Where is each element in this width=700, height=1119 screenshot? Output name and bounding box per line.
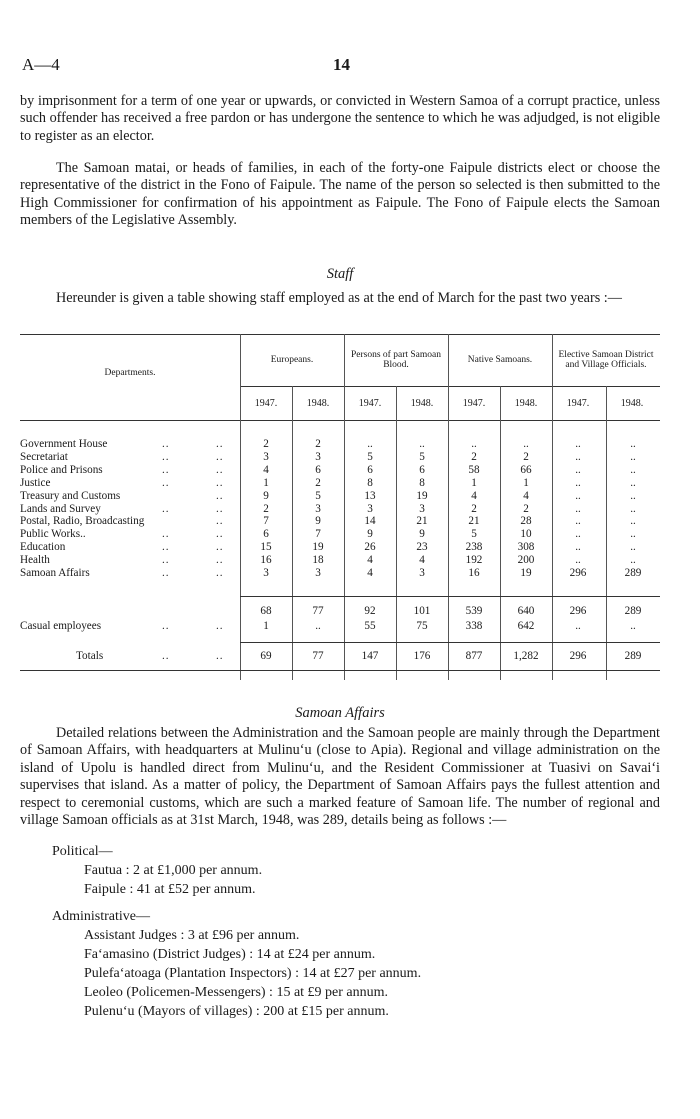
table-cell: 7 <box>263 515 269 527</box>
year-header: 1947. <box>254 398 278 409</box>
table-cell: 4 <box>471 490 477 502</box>
table-cell: .. <box>419 438 425 450</box>
table-cell: 2 <box>523 503 529 515</box>
row-label: Samoan Affairs <box>20 567 90 579</box>
table-cell: 6 <box>263 528 269 540</box>
table-cell: 16 <box>468 567 480 579</box>
table-cell: 238 <box>465 541 483 553</box>
list-item: Assistant Judges : 3 at £96 per annum. <box>84 928 300 943</box>
table-cell: 147 <box>361 650 379 662</box>
table-cell: 7 <box>315 528 321 540</box>
page-header <box>20 55 660 75</box>
table-cell: 77 <box>312 650 324 662</box>
table-cell: 23 <box>416 541 428 553</box>
table-cell: 4 <box>419 554 425 566</box>
table-cell: 1,282 <box>513 650 539 662</box>
year-header: 1948. <box>410 398 434 409</box>
table-cell: 877 <box>465 650 483 662</box>
list-item: Leoleo (Policemen-Messengers) : 15 at £9 per annum. <box>84 985 389 1000</box>
list-item: Fa‘amasino (District Judges) : 14 at £24 per annum. <box>84 947 376 962</box>
leader-dots: .. <box>216 503 224 515</box>
table-cell: 4 <box>367 554 373 566</box>
table-cell: 192 <box>465 554 483 566</box>
leader-dots: .. <box>162 464 170 476</box>
leader-dots: .. <box>162 528 170 540</box>
row-label: Police and Prisons <box>20 464 103 476</box>
table-cell: 8 <box>367 477 373 489</box>
row-label: Public Works.. <box>20 528 86 540</box>
table-cell: 289 <box>624 567 642 579</box>
table-cell: 92 <box>364 605 376 617</box>
table-cell: 3 <box>419 503 425 515</box>
year-header: 1948. <box>306 398 330 409</box>
table-cell: 26 <box>364 541 376 553</box>
table-cell: 14 <box>364 515 376 527</box>
list-item: Faipule : 41 at £52 per annum. <box>84 882 256 897</box>
row-label: Health <box>20 554 50 566</box>
table-row <box>20 477 660 490</box>
leader-dots: .. <box>216 554 224 566</box>
leader-dots: .. <box>162 477 170 489</box>
table-cell: .. <box>630 490 636 502</box>
table-cell: 13 <box>364 490 376 502</box>
casual-employees-row <box>20 620 660 633</box>
staff-table <box>20 334 660 680</box>
table-cell: 2 <box>315 438 321 450</box>
table-cell: .. <box>575 541 581 553</box>
table-cell: 338 <box>465 620 483 632</box>
table-cell: .. <box>630 528 636 540</box>
table-row <box>20 541 660 554</box>
table-cell: 16 <box>260 554 272 566</box>
table-cell: 75 <box>416 620 428 632</box>
staff-intro: Hereunder is given a table showing staff employed as at the end of March for the past two years :— <box>56 290 622 306</box>
table-cell: 4 <box>263 464 269 476</box>
table-cell: .. <box>575 503 581 515</box>
table-cell: 3 <box>263 567 269 579</box>
table-row <box>20 464 660 477</box>
table-cell: 10 <box>520 528 532 540</box>
paragraph-samoan-affairs: Detailed relations between the Administration and the Samoan people are mainly through the Department of Samoan Affairs, with headquarters at Mulinu‘u (close to Apia). Regional and village administration on the island of Upolu is handled direct from Mulinu‘u, and the Resident Commissioner at Tuasivi on Savai‘i supervises that island. As a matter of policy, the Department of Samoan Affairs pays the fullest attention and respect to ceremonial customs, which are such a marked feature of Samoan life. The number of regional and village Samoan officials as at 31st March, 1948, was 289, details being as follows :— <box>20 725 660 829</box>
table-cell: 5 <box>367 451 373 463</box>
table-cell: 1 <box>471 477 477 489</box>
leader-dots: .. <box>162 541 170 553</box>
leader-dots: .. <box>162 620 170 632</box>
totals-row <box>20 650 660 663</box>
table-cell: .. <box>630 438 636 450</box>
row-label: Justice <box>20 477 51 489</box>
year-header: 1947. <box>462 398 486 409</box>
table-cell: 28 <box>520 515 532 527</box>
table-cell: 15 <box>260 541 272 553</box>
table-cell: 2 <box>471 503 477 515</box>
table-cell: 308 <box>517 541 535 553</box>
subtotal-row <box>20 605 660 618</box>
leader-dots: .. <box>216 490 224 502</box>
table-cell: 6 <box>419 464 425 476</box>
year-header: 1948. <box>514 398 538 409</box>
row-label: Treasury and Customs <box>20 490 121 502</box>
row-label: Lands and Survey <box>20 503 101 515</box>
leader-dots: .. <box>162 567 170 579</box>
table-cell: 9 <box>315 515 321 527</box>
list-item: Fautua : 2 at £1,000 per annum. <box>84 863 263 878</box>
table-cell: .. <box>471 438 477 450</box>
table-cell: .. <box>575 451 581 463</box>
samoan-affairs-heading: Samoan Affairs <box>295 705 385 721</box>
table-row <box>20 528 660 541</box>
table-cell: 69 <box>260 650 272 662</box>
table-cell: 3 <box>419 567 425 579</box>
leader-dots: .. <box>162 503 170 515</box>
table-cell: .. <box>575 528 581 540</box>
table-cell: 200 <box>517 554 535 566</box>
document-code: A—4 <box>22 55 60 74</box>
table-cell: .. <box>315 620 321 632</box>
table-row <box>20 554 660 567</box>
row-label: Secretariat <box>20 451 68 463</box>
table-cell: 4 <box>523 490 529 502</box>
staff-heading: Staff <box>326 266 354 282</box>
table-cell: 642 <box>517 620 535 632</box>
table-cell: 1 <box>523 477 529 489</box>
leader-dots: .. <box>216 650 224 662</box>
leader-dots: .. <box>216 528 224 540</box>
row-label: Education <box>20 541 66 553</box>
table-cell: 2 <box>263 503 269 515</box>
table-cell: 18 <box>312 554 324 566</box>
header-group-rule <box>240 386 660 387</box>
table-cell: 8 <box>419 477 425 489</box>
paragraph-elector-eligibility: by imprisonment for a term of one year or upwards, or convicted in Western Samoa of a corrupt practice, unless such offender has received a free pardon or has undergone the sentence to which he was adjudged, is not eligible to register as an elector. <box>20 93 660 144</box>
leader-dots: .. <box>162 438 170 450</box>
table-cell: 9 <box>263 490 269 502</box>
table-cell: 3 <box>367 503 373 515</box>
table-row <box>20 451 660 464</box>
leader-dots: .. <box>216 620 224 632</box>
table-cell: 55 <box>364 620 376 632</box>
table-cell: .. <box>630 554 636 566</box>
table-cell: 21 <box>468 515 480 527</box>
table-cell: 19 <box>312 541 324 553</box>
table-cell: .. <box>575 438 581 450</box>
table-cell: 9 <box>367 528 373 540</box>
table-cell: 1 <box>263 620 269 632</box>
table-cell: .. <box>630 451 636 463</box>
table-cell: .. <box>630 541 636 553</box>
table-cell: .. <box>630 477 636 489</box>
row-label: Postal, Radio, Broadcasting <box>20 515 145 527</box>
table-bottom-rule <box>20 670 660 671</box>
totals-rule <box>240 642 660 643</box>
table-cell: 9 <box>419 528 425 540</box>
table-cell: 1 <box>263 477 269 489</box>
table-row <box>20 567 660 580</box>
table-cell: 101 <box>413 605 431 617</box>
year-header: 1947. <box>358 398 382 409</box>
table-cell: .. <box>575 554 581 566</box>
table-cell: .. <box>575 620 581 632</box>
table-cell: 176 <box>413 650 431 662</box>
table-cell: .. <box>630 464 636 476</box>
table-cell: 2 <box>315 477 321 489</box>
table-cell: .. <box>630 515 636 527</box>
table-row <box>20 515 660 528</box>
paragraph-faipule: The Samoan matai, or heads of families, in each of the forty-one Faipule districts elect or choose the representative of the district in the Fono of Faipule. The name of the person so selected is then submitted to the High Commissioner for confirmation of his appointment as Faipule. The Fono of Faipule elects the Samoan members of the Legislative Assembly. <box>20 160 660 229</box>
table-cell: .. <box>575 464 581 476</box>
list-item: Pulenu‘u (Mayors of villages) : 200 at £15 per annum. <box>84 1004 389 1019</box>
table-cell: 19 <box>520 567 532 579</box>
row-label: Totals <box>76 650 104 662</box>
table-cell: 6 <box>367 464 373 476</box>
table-cell: .. <box>630 503 636 515</box>
table-cell: .. <box>523 438 529 450</box>
group-header-europeans: Europeans. <box>270 354 314 365</box>
group-header-part-samoan: Persons of part Samoan Blood. <box>351 349 441 370</box>
leader-dots: .. <box>216 567 224 579</box>
year-header: 1948. <box>620 398 644 409</box>
header-bottom-rule <box>20 420 660 421</box>
table-cell: 3 <box>315 503 321 515</box>
table-cell: 289 <box>624 650 642 662</box>
table-cell: 3 <box>263 451 269 463</box>
table-cell: 19 <box>416 490 428 502</box>
table-cell: 5 <box>471 528 477 540</box>
table-cell: 3 <box>315 451 321 463</box>
table-row <box>20 438 660 451</box>
table-cell: 289 <box>624 605 642 617</box>
year-header: 1947. <box>566 398 590 409</box>
leader-dots: .. <box>216 515 224 527</box>
table-cell: 5 <box>315 490 321 502</box>
leader-dots: .. <box>216 451 224 463</box>
table-cell: 296 <box>569 567 587 579</box>
table-cell: 77 <box>312 605 324 617</box>
leader-dots: .. <box>162 650 170 662</box>
table-cell: 3 <box>315 567 321 579</box>
table-cell: 296 <box>569 650 587 662</box>
subtotal-rule <box>240 596 660 597</box>
row-label: Casual employees <box>20 620 102 632</box>
table-cell: 21 <box>416 515 428 527</box>
table-cell: .. <box>575 477 581 489</box>
table-cell: 2 <box>471 451 477 463</box>
table-cell: 2 <box>263 438 269 450</box>
table-cell: 68 <box>260 605 272 617</box>
leader-dots: .. <box>162 554 170 566</box>
leader-dots: .. <box>216 541 224 553</box>
leader-dots: .. <box>216 477 224 489</box>
leader-dots: .. <box>216 438 224 450</box>
row-label: Government House <box>20 438 108 450</box>
table-cell: 2 <box>523 451 529 463</box>
table-cell: .. <box>575 490 581 502</box>
table-cell: 4 <box>367 567 373 579</box>
table-cell: 58 <box>468 464 480 476</box>
table-cell: 296 <box>569 605 587 617</box>
leader-dots: .. <box>162 451 170 463</box>
table-cell: .. <box>630 620 636 632</box>
group-header-native-samoans: Native Samoans. <box>467 354 533 365</box>
page-number: 14 <box>333 55 350 74</box>
table-cell: .. <box>367 438 373 450</box>
table-cell: 66 <box>520 464 532 476</box>
table-cell: 539 <box>465 605 483 617</box>
table-cell: .. <box>575 515 581 527</box>
political-label: Political— <box>52 844 113 859</box>
table-cell: 6 <box>315 464 321 476</box>
table-row <box>20 490 660 503</box>
table-cell: 5 <box>419 451 425 463</box>
departments-header: Departments. <box>104 368 156 378</box>
table-cell: 640 <box>517 605 535 617</box>
list-item: Pulefa‘atoaga (Plantation Inspectors) : 14 at £27 per annum. <box>84 966 422 981</box>
administrative-label: Administrative— <box>52 909 150 924</box>
group-header-elective-officials: Elective Samoan District and Village Officials. <box>558 349 654 370</box>
leader-dots: .. <box>216 464 224 476</box>
